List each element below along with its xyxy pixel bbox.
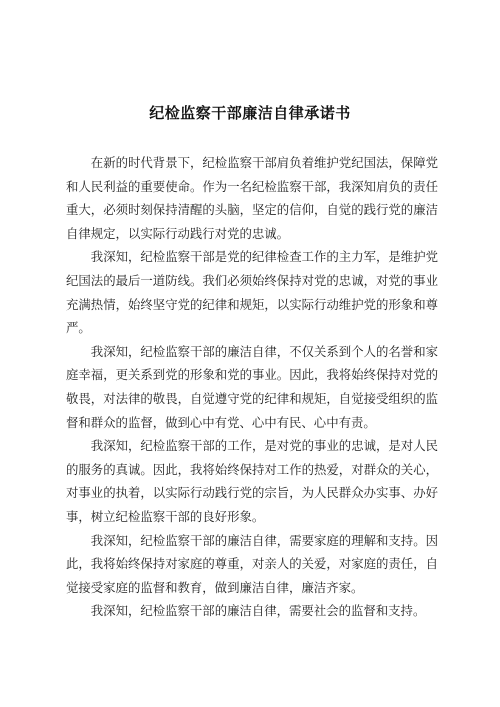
paragraph-6: 我深知，纪检监察干部的廉洁自律，需要社会的监督和支持。 [90,603,426,619]
paragraph-5: 我深知，纪检监察干部的廉洁自律，需要家庭的理解和支持。因此，我将始终保持对家庭的尊重，对亲人的关爱，对家庭的责任，自觉接受家庭的监督和教育，做到廉洁自律，廉洁齐家。 [66,532,438,595]
paragraph-1: 在新的时代背景下，纪检监察干部肩负着维护党纪国法，保障党和人民利益的重要使命。作为一名纪检监察干部，我深知肩负的责任重大，必须时刻保持清醒的头脑，坚定的信仰，自觉的践行党的廉洁自律规定，以实际行动践行对党的忠诚。 [66,155,438,241]
document-body [66,151,438,623]
document-title: 纪检监察干部廉洁自律承诺书 [149,104,351,122]
paragraph-2: 我深知，纪检监察干部是党的纪律检查工作的主力军，是维护党纪国法的最后一道防线。我们必须始终保持对党的忠诚，对党的事业充满热情，始终坚守党的纪律和规矩，以实际行动维护党的形象和尊严。 [66,249,438,336]
paragraph-4: 我深知，纪检监察干部的工作，是对党的事业的忠诚，是对人民的服务的真诚。因此，我将始终保持对工作的热爱，对群众的关心，对事业的执着，以实际行动践行党的宗旨，为人民群众办实事、办好事，树立纪检监察干部的良好形象。 [66,438,438,524]
paragraph-3: 我深知，纪检监察干部的廉洁自律，不仅关系到个人的名誉和家庭幸福，更关系到党的形象和党的事业。因此，我将始终保持对党的敬畏，对法律的敬畏，自觉遵守党的纪律和规矩，自觉接受组织的监督和群众的监督，做到心中有党、心中有民、心中有责。 [66,343,438,430]
